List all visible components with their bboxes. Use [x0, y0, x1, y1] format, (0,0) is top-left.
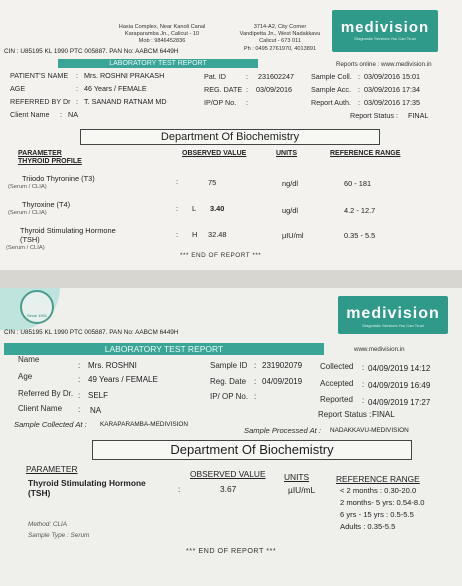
col-units: UNITS	[276, 150, 297, 157]
referred-by-label: Referred By Dr.	[18, 389, 74, 398]
col-units: UNITS	[284, 472, 310, 482]
age-label: Age	[18, 372, 33, 381]
sample-collected-at-value: KARAPARAMBA-MEDIVISION	[100, 421, 188, 428]
report-status-value: FINAL	[408, 111, 429, 120]
ipop-label: IP/OP No.	[204, 98, 237, 107]
referred-by-value: SELF	[88, 391, 109, 400]
reg-date-value: 03/09/2016	[256, 85, 292, 94]
test-unit: µIU/ml	[282, 231, 304, 240]
test-name: Triiodo Thyronine (T3)	[22, 174, 95, 183]
pat-id-label: Pat. ID	[204, 72, 226, 81]
test-range: 4.2 - 12.7	[344, 206, 376, 215]
test-name-abbr: (TSH)	[28, 488, 51, 498]
test-name: Thyroid Stimulating Hormone	[28, 478, 146, 488]
sample-coll-label: Sample Coll.	[311, 72, 352, 81]
method: Method: CLIA	[28, 521, 68, 528]
medivision-logo: medivision Diagnostic Services You Can Trust	[332, 10, 438, 52]
sample-type: Sample Type : Serum	[28, 532, 90, 539]
name-label: Name	[18, 355, 40, 364]
referred-by-value: T. SANAND RATNAM MD	[84, 97, 167, 106]
cin-number: CIN : U85195 KL 1990 PTC 005887. PAN No: AABCM 6449H	[4, 48, 179, 55]
test-value: 32.48	[208, 230, 227, 239]
test-value: 3.40	[210, 204, 225, 213]
range-line: < 2 months : 0.30-20.0	[340, 486, 417, 495]
reg-date-label: Reg. Date	[210, 377, 247, 386]
end-of-report: *** END OF REPORT ***	[186, 546, 277, 555]
sample-coll-value: 03/09/2016 15:01	[364, 72, 420, 81]
age-value: 49 Years / FEMALE	[88, 375, 158, 384]
age-value: 46 Years / FEMALE	[84, 84, 147, 93]
end-of-report: *** END OF REPORT ***	[180, 252, 262, 259]
report-auth-label: Report Auth.	[311, 98, 351, 107]
test-unit: µIU/mL	[288, 485, 316, 495]
test-flag: H	[192, 230, 198, 239]
sample-collected-at-label: Sample Collected At :	[14, 420, 87, 429]
test-flag: L	[192, 204, 197, 213]
test-sample-method: (Serum / CLIA)	[6, 245, 45, 251]
website: www.medivision.in	[354, 346, 405, 353]
patient-name: Mrs. ROSHNI	[88, 361, 137, 370]
thyroid-profile-heading: THYROID PROFILE	[18, 158, 82, 165]
reported-value: 04/09/2019 17:27	[368, 398, 431, 407]
medivision-logo: medivision Diagnostic Services You Can Trust	[338, 296, 448, 334]
range-line: 6 yrs - 15 yrs : 0.5-5.5	[340, 510, 414, 519]
referred-by-label: REFERRED BY Dr	[10, 97, 71, 106]
client-name-value: NA	[68, 110, 78, 119]
test-sample-method: (Serum / CLIA)	[8, 184, 47, 190]
report-status-label: Report Status :	[350, 111, 398, 120]
sample-id-label: Sample ID	[210, 361, 248, 370]
report-status-label: Report Status :	[318, 410, 372, 419]
client-name-label: Client Name	[18, 404, 63, 413]
lab-report-2019: Since 1991 medivision Diagnostic Services You Can Trust CIN : U85195 KL 1990 PTC 005887. PAN No: AABCM 6449H LABORATORY TEST REPORT www.medivision.in Name : Mrs. ROSHNI Age : 49 Years / FEMALE Referred By Dr. : SELF Client Name : NA Sample ID : 231902079 Reg. Date : 04/09/2019 IP/ OP No. : Collected : 04/09/2019 14:12 Accepted : 04/09/2019 16:49 Reported : 04/09/2019 17:27 Report Status : FINAL Sample Collected At : KARAPARAMBA-MEDIVISION Sample Processed At : NADAKKAVU-MEDIVISION Department Of Biochemistry PARAMETER OBSERVED VALUE UNITS REFERENCE RANGE Thyroid Stimulating Hormone (TSH) : 3.67 µIU/mL < 2 months : 0.30-20.0 2 months- 5 yrs: 0.54-8.0 6 yrs - 15 yrs : 0.5-5.5 Adults : 0.35-5.5 Method: CLIA Sample Type : Serum *** END OF REPORT ***	[0, 288, 462, 586]
collected-value: 04/09/2019 14:12	[368, 364, 431, 373]
report-auth-value: 03/09/2016 17:35	[364, 98, 420, 107]
test-unit: ug/dl	[282, 206, 299, 215]
patient-name-label: PATIENT'S NAME	[10, 71, 69, 80]
reports-online: Reports online : www.medivision.in	[336, 61, 432, 68]
col-reference-range: REFERENCE RANGE	[330, 150, 401, 157]
test-value: 75	[208, 178, 217, 187]
sample-acc-label: Sample Acc.	[311, 85, 351, 94]
lab-report-2016: Hasia Complex, Near Kanoli Canal Karaparamba Jn., Calicut - 10 Mob : 9846452836 3714-A2, City Corner Vandipetta Jn., West Nadakkavu Calicut - 673 011 Ph : 0495 2761970, 4013891 medivision Diagnostic Services You Can Trust CIN : U85195 KL 1990 PTC 005887. PAN No: AABCM 6449H LABORATORY TEST REPORT Reports online : www.medivision.in PATIENT'S NAME : Mrs. ROSHNI PRAKASH AGE : 46 Years / FEMALE REFERRED BY Dr : T. SANAND RATNAM MD Client Name : NA Pat. ID : 231602247 REG. DATE : 03/09/2016 IP/OP No. : Sample Coll. : 03/09/2016 15:01 Sample Acc. : 03/09/2016 17:34 Report Auth. : 03/09/2016 17:35 Report Status : FINAL Department Of Biochemistry PARAMETER THYROID PROFILE OBSERVED VALUE UNITS REFERENCE RANGE Triiodo Thyronine (T3) (Serum / CLIA) : 75 ng/dl 60 - 181 Thyroxine (T4) (Serum / CLIA) : L 3.40 ug/dl 4.2 - 12.7 Thyroid Stimulating Hormone (TSH) (Serum / CLIA) : H 32.48 µIU/ml 0.35 - 5.5 *** END OF REPORT ***	[0, 0, 462, 270]
collected-label: Collected	[320, 362, 354, 371]
sample-acc-value: 03/09/2016 17:34	[364, 85, 420, 94]
col-observed-value: OBSERVED VALUE	[190, 469, 266, 479]
range-line: 2 months- 5 yrs: 0.54-8.0	[340, 498, 425, 507]
col-parameter: PARAMETER	[18, 150, 62, 157]
test-name-abbr: (TSH)	[20, 235, 40, 244]
patient-name: Mrs. ROSHNI PRAKASH	[84, 71, 165, 80]
client-name-value: NA	[90, 406, 102, 415]
test-sample-method: (Serum / CLIA)	[8, 210, 47, 216]
cin-number: CIN : U85195 KL 1990 PTC 005887. PAN No: AABCM 6449H	[4, 329, 179, 336]
test-unit: ng/dl	[282, 179, 299, 188]
department-heading: Department Of Biochemistry	[80, 129, 380, 145]
test-value: 3.67	[220, 484, 237, 494]
department-heading: Department Of Biochemistry	[92, 440, 412, 460]
range-line: Adults : 0.35-5.5	[340, 522, 396, 531]
address-right: 3714-A2, City Corner Vandipetta Jn., West Nadakkavu Calicut - 673 011 Ph : 0495 2761970, 4013891	[239, 24, 321, 52]
pat-id-value: 231602247	[258, 72, 294, 81]
accepted-label: Accepted	[320, 379, 354, 388]
report-title-bar: LABORATORY TEST REPORT	[58, 59, 258, 68]
accepted-value: 04/09/2019 16:49	[368, 381, 431, 390]
report-title-bar: LABORATORY TEST REPORT	[4, 343, 324, 355]
sample-processed-at-value: NADAKKAVU-MEDIVISION	[330, 427, 409, 434]
col-reference-range: REFERENCE RANGE	[336, 474, 420, 484]
ipop-label: IP/ OP No.	[210, 392, 249, 401]
col-observed-value: OBSERVED VALUE	[182, 150, 247, 157]
test-range: 0.35 - 5.5	[344, 231, 376, 240]
test-name: Thyroid Stimulating Hormone	[20, 226, 116, 235]
report-status-value: FINAL	[372, 410, 395, 419]
sample-processed-at-label: Sample Processed At :	[244, 426, 321, 435]
reported-label: Reported	[320, 395, 353, 404]
sample-id-value: 231902079	[262, 361, 303, 370]
client-name-label: Client Name	[10, 110, 50, 119]
col-parameter: PARAMETER	[26, 464, 78, 474]
address-left: Hasia Complex, Near Kanoli Canal Karaparamba Jn., Calicut - 10 Mob : 9846452836	[118, 24, 206, 45]
age-label: AGE	[10, 84, 26, 93]
test-name: Thyroxine (T4)	[22, 200, 71, 209]
test-range: 60 - 181	[344, 179, 372, 188]
reg-date-label: REG. DATE	[204, 85, 243, 94]
reg-date-value: 04/09/2019	[262, 377, 303, 386]
since-1991-seal: Since 1991	[20, 290, 54, 324]
